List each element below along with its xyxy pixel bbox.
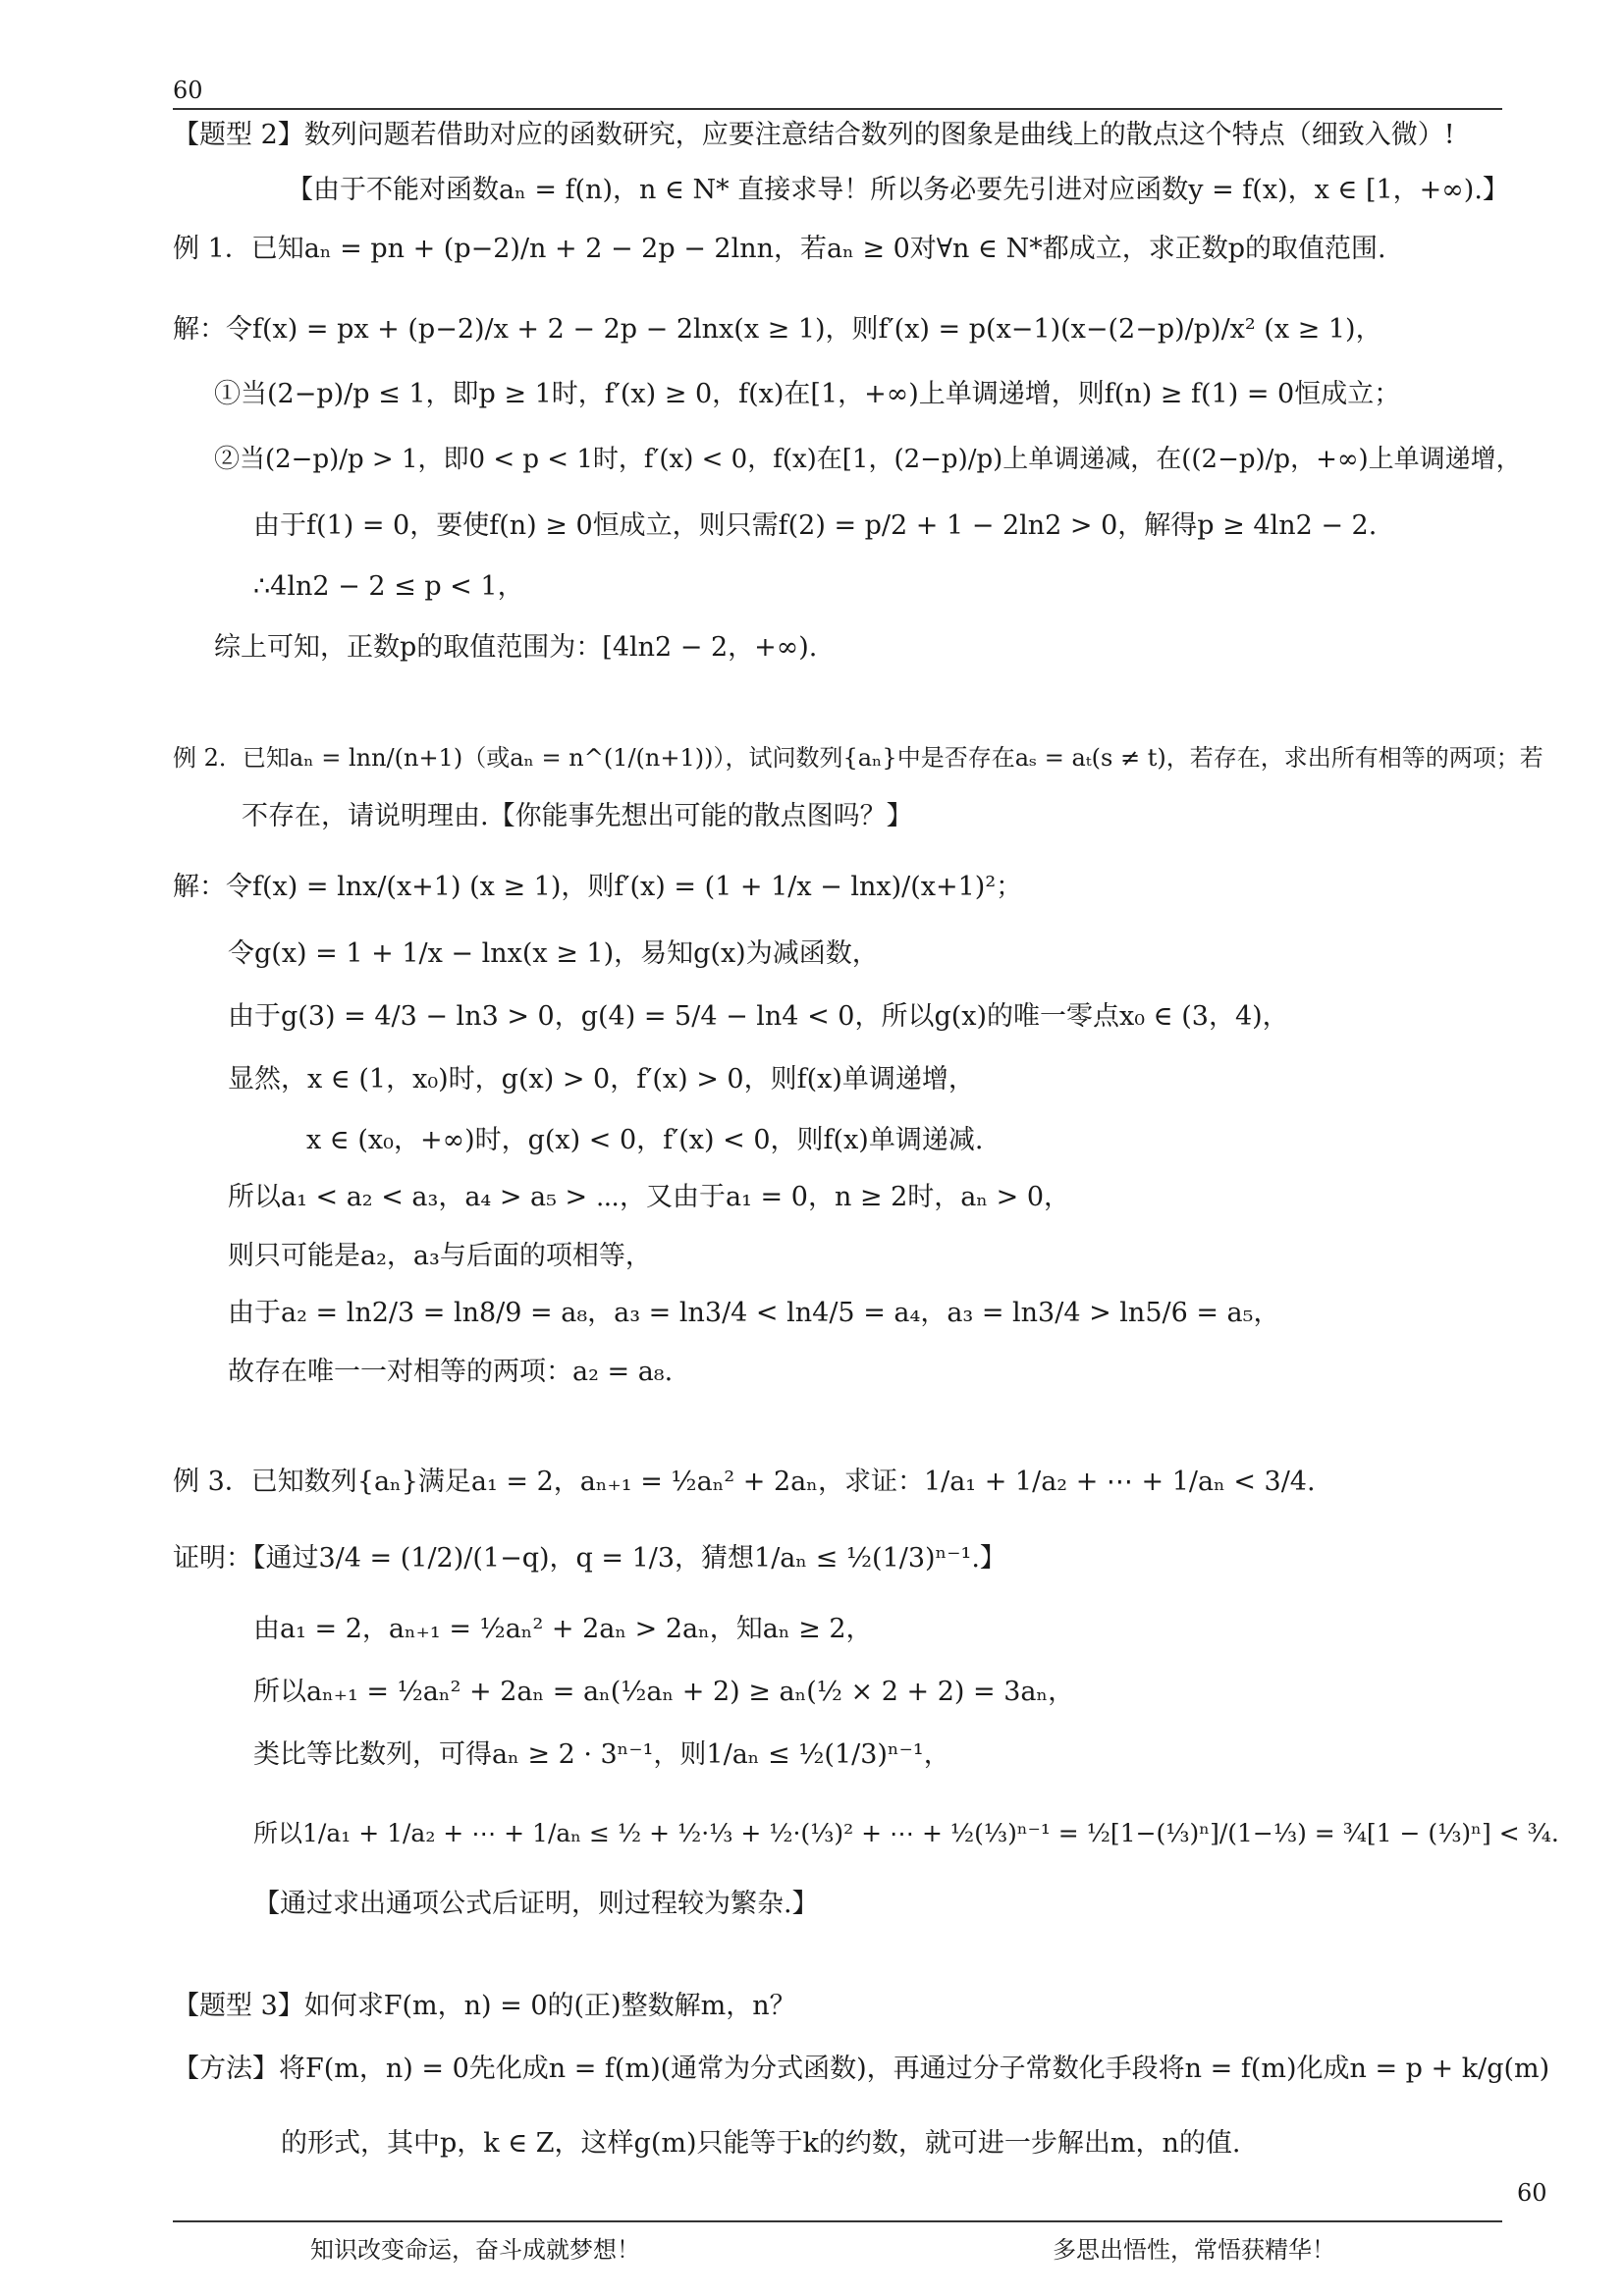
example2-zero-point: 由于g(3) = 4/3 − ln3 > 0，g(4) = 5/4 − ln4 < 0，所以g(x)的唯一零点x₀ ∈ (3，4)， [228, 1001, 1289, 1032]
example3-step3: 类比等比数列，可得aₙ ≥ 2 · 3ⁿ⁻¹，则1/aₙ ≤ ½(1/3)ⁿ⁻¹， [253, 1739, 950, 1770]
example3-step1: 由a₁ = 2，aₙ₊₁ = ½aₙ² + 2aₙ > 2aₙ，知aₙ ≥ 2， [253, 1614, 873, 1644]
example2-order: 所以a₁ < a₂ < a₃，a₄ > a₅ > ⋯，又由于a₁ = 0，n ≥ 2时，aₙ > 0， [228, 1182, 1071, 1212]
example3-proof-hint: 证明：【通过3/4 = (1/2)/(1−q)，q = 1/3，猜想1/aₙ ≤ ½(1/3)ⁿ⁻¹.】 [173, 1543, 1006, 1574]
header-page-number: 60 [173, 77, 203, 104]
example3-step2: 所以aₙ₊₁ = ½aₙ² + 2aₙ = aₙ(½aₙ + 2) ≥ aₙ(½ × 2 + 2) = 3aₙ， [253, 1677, 1075, 1707]
example2-comparison: 由于a₂ = ln2/3 = ln8/9 = a₈，a₃ = ln3/4 < ln4/5 = a₄，a₃ = ln3/4 > ln5/6 = a₅， [228, 1298, 1280, 1328]
example2-solution-line: 解：令f(x) = lnx/(x+1) (x ≥ 1)，则f′(x) = (1 + 1/x − lnx)/(x+1)²； [173, 872, 1023, 902]
example2-increasing: 显然，x ∈ (1，x₀)时，g(x) > 0，f′(x) > 0，则f(x)单调递增， [228, 1064, 975, 1095]
example2-statement-cont: 不存在，请说明理由.【你能事先想出可能的散点图吗？】 [242, 801, 913, 831]
example1-conclusion: 综上可知，正数p的取值范围为：[4ln2 − 2，+∞). [214, 632, 818, 663]
example3-sum: 所以1/a₁ + 1/a₂ + ⋯ + 1/aₙ ≤ ½ + ½·⅓ + ½·(⅓)² + ⋯ + ½(⅓)ⁿ⁻¹ = ½[1−(⅓)ⁿ]/(1−⅓) = ¾[1 − (⅓)ⁿ] < ¾. [253, 1819, 1559, 1847]
footer-right-motto: 多思出悟性，常悟获精华！ [1053, 2236, 1335, 2264]
example2-statement: 例 2．已知aₙ = lnn/(n+1)（或aₙ = n^(1/(n+1))），试问数列{aₙ}中是否存在aₛ = aₜ(s ≠ t)，若存在，求出所有相等的两项；若 [173, 744, 1543, 772]
example2-conclusion: 故存在唯一一对相等的两项：a₂ = a₈. [228, 1357, 674, 1387]
type3-method-cont: 的形式，其中p，k ∈ Z，这样g(m)只能等于k的约数，就可进一步解出m，n的值. [281, 2128, 1241, 2159]
example3-note: 【通过求出通项公式后证明，则过程较为繁杂.】 [253, 1889, 819, 1919]
type3-method: 【方法】将F(m，n) = 0先化成n = f(m)(通常为分式函数)，再通过分子常数化手段将n = f(m)化成n = p + k/g(m) [173, 2054, 1550, 2084]
type2-note: 【由于不能对函数aₙ = f(n)，n ∈ N* 直接求导！所以务必要先引进对应函数y = f(x)，x ∈ [1，+∞).】 [287, 175, 1509, 205]
example1-case1: ①当(2−p)/p ≤ 1，即p ≥ 1时，f′(x) ≥ 0，f(x)在[1，+∞)上单调递增，则f(n) ≥ f(1) = 0恒成立； [214, 379, 1401, 409]
example1-statement: 例 1．已知aₙ = pn + (p−2)/n + 2 − 2p − 2lnn，若aₙ ≥ 0对∀n ∈ N*都成立，求正数p的取值范围. [173, 234, 1386, 264]
example2-gx-def: 令g(x) = 1 + 1/x − lnx(x ≥ 1)，易知g(x)为减函数， [228, 938, 879, 969]
footer-left-motto: 知识改变命运，奋斗成就梦想！ [310, 2236, 640, 2264]
type3-heading: 【题型 3】如何求F(m，n) = 0的(正)整数解m，n？ [173, 1991, 796, 2021]
example3-statement: 例 3．已知数列{aₙ}满足a₁ = 2，aₙ₊₁ = ½aₙ² + 2aₙ，求证：1/a₁ + 1/a₂ + ⋯ + 1/aₙ < 3/4. [173, 1467, 1316, 1497]
example1-case2: ②当(2−p)/p > 1，即0 < p < 1时，f′(x) < 0，f(x)在[1，(2−p)/p)上单调递减，在((2−p)/p，+∞)上单调递增， [214, 445, 1522, 474]
footer-page-number: 60 [1517, 2179, 1547, 2207]
example2-candidates: 则只可能是a₂，a₃与后面的项相等， [228, 1241, 652, 1271]
example1-condition: 由于f(1) = 0，要使f(n) ≥ 0恒成立，则只需f(2) = p/2 + 1 − 2ln2 > 0，解得p ≥ 4ln2 − 2. [253, 510, 1378, 541]
example1-solution-line: 解：令f(x) = px + (p−2)/x + 2 − 2p − 2lnx(x ≥ 1)，则f′(x) = p(x−1)(x−(2−p)/p)/x² (x ≥ 1)， [173, 314, 1382, 345]
header-rule [173, 108, 1502, 110]
footer-rule [173, 2220, 1502, 2222]
example2-decreasing: x ∈ (x₀，+∞)时，g(x) < 0，f′(x) < 0，则f(x)单调递减. [306, 1125, 984, 1155]
example1-range-partial: ∴4ln2 − 2 ≤ p < 1， [253, 571, 524, 602]
type2-heading: 【题型 2】数列问题若借助对应的函数研究，应要注意结合数列的图象是曲线上的散点这个特点（细致入微）! [173, 120, 1455, 150]
